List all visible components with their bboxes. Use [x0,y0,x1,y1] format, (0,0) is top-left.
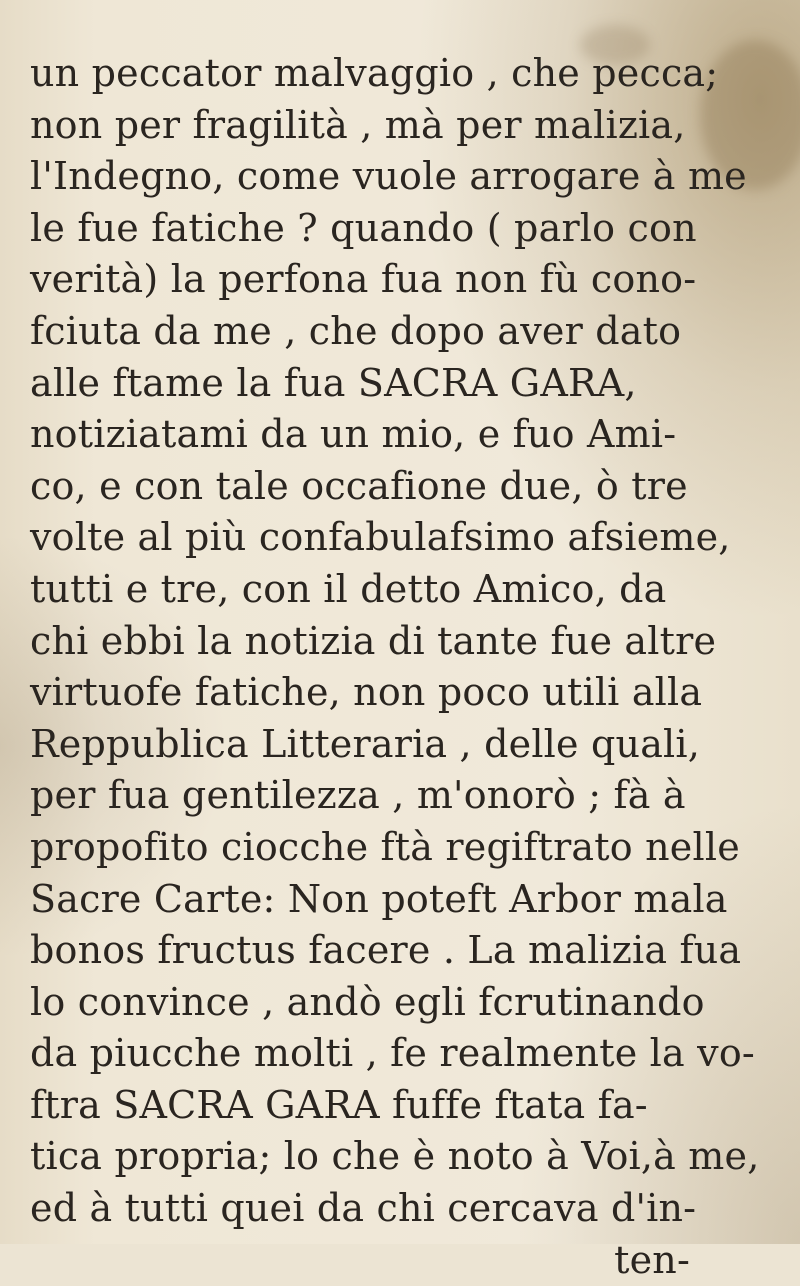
text-line: tutti e tre, con il detto Amico, da [30,566,667,611]
text-line: verità) la perfona fua non fù cono- [30,257,697,302]
text-line: Sacre Carte: Non poteft Arbor mala [30,876,728,921]
catchword: ten- [614,1237,690,1282]
text-line: bonos fructus facere . La malizia fua [30,928,742,973]
text-line: chi ebbi la notizia di tante fue altre [30,618,717,663]
text-line: propofito ciocche ftà regiftrato nelle [30,824,740,869]
text-line: per fua gentilezza , m'onorò ; fà à [30,773,686,818]
text-line: co, e con tale occafione due, ò tre [30,463,688,508]
text-line: non per fragilità , mà per malizia, [30,102,686,147]
body-text [30,48,760,1286]
text-line: Reppublica Litteraria , delle quali, [30,721,701,766]
text-line: lo convince , andò egli fcrutinando [30,979,705,1024]
text-line: ed à tutti quei da chi cercava d'in- [30,1186,697,1231]
text-line: le fue fatiche ? quando ( parlo con [30,205,697,250]
text-line: l'Indegno, come vuole arrogare à me [30,154,747,199]
text-line: notiziatami da un mio, e fuo Ami- [30,412,677,457]
text-line: alle ftame la fua SACRA GARA, [30,360,637,405]
text-line: virtuofe fatiche, non poco utili alla [30,670,703,715]
text-line: volte al più confabulafsimo afsieme, [30,515,731,560]
text-line: tica propria; lo che è noto à Voi,à me, [30,1134,760,1179]
text-line: un peccator malvaggio , che pecca; [30,51,719,95]
text-line: fciuta da me , che dopo aver dato [30,308,682,353]
text-line: ftra SACRA GARA fuffe ftata fa- [30,1082,648,1127]
text-line: da piucche molti , fe realmente la vo- [30,1031,755,1076]
